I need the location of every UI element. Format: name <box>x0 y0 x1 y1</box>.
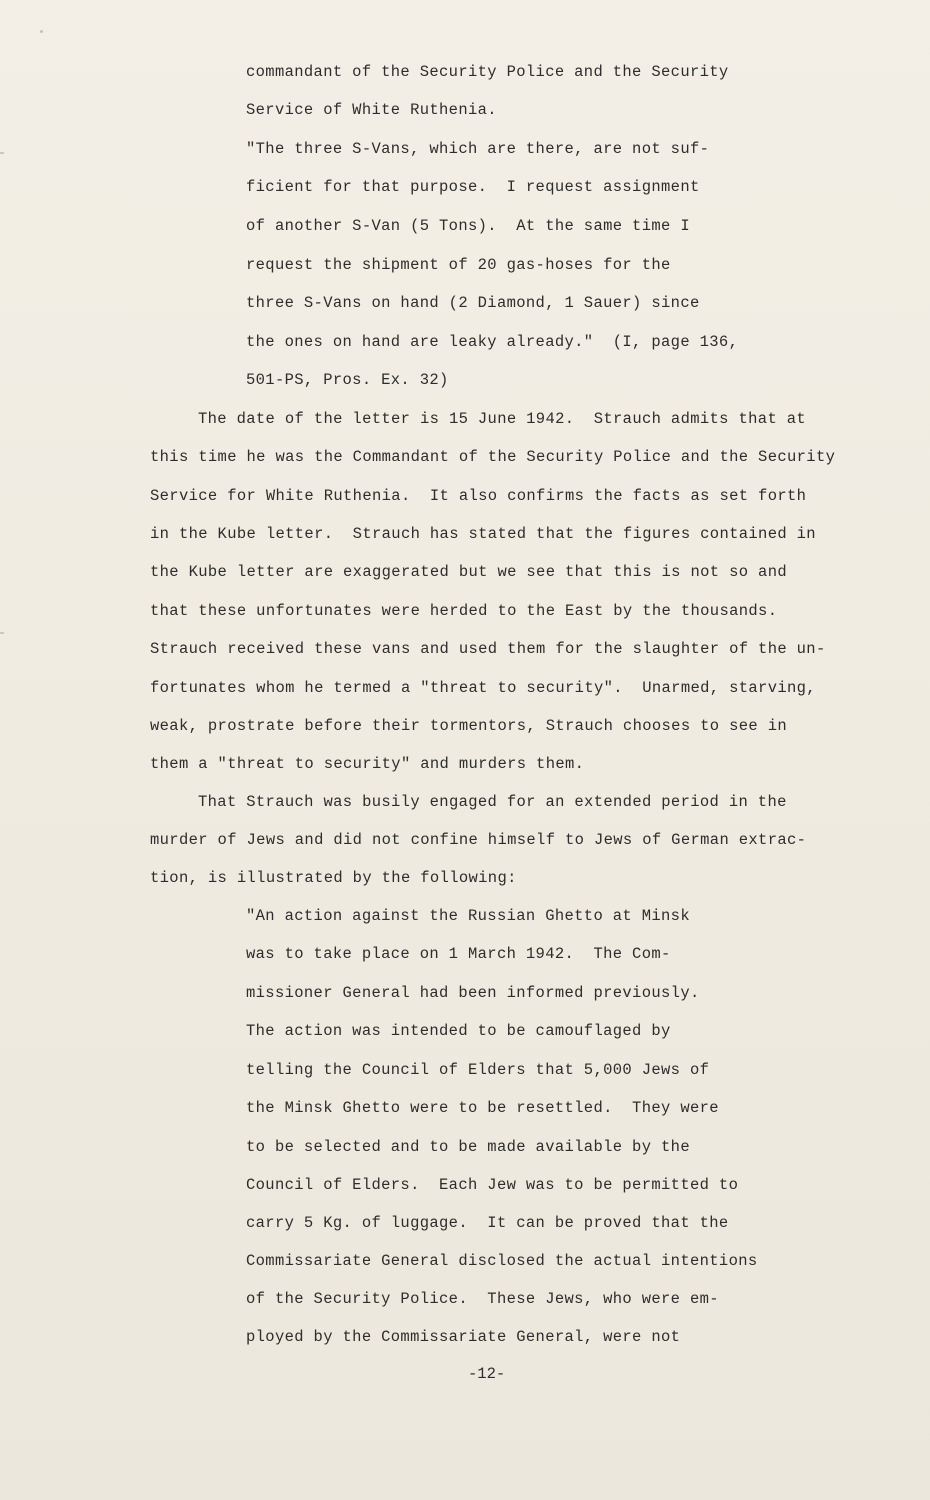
text-line: The action was intended to be camouflaged by <box>246 1022 671 1040</box>
text-line: Strauch received these vans and used them for the slaughter of the un- <box>150 640 826 658</box>
text-line: commandant of the Security Police and the Security <box>246 63 729 81</box>
text-line: three S-Vans on hand (2 Diamond, 1 Sauer) since <box>246 294 700 312</box>
text-line: tion, is illustrated by the following: <box>150 869 517 887</box>
text-line: Service for White Ruthenia. It also confirms the facts as set forth <box>150 487 807 505</box>
text-line: ployed by the Commissariate General, were not <box>246 1328 681 1346</box>
text-line: in the Kube letter. Strauch has stated that the figures contained in <box>150 525 816 543</box>
text-line: the ones on hand are leaky already." (I, page 136, <box>246 333 739 351</box>
text-line: The date of the letter is 15 June 1942. Strauch admits that at <box>198 410 807 428</box>
text-line: to be selected and to be made available by the <box>246 1138 690 1156</box>
text-line: of another S-Van (5 Tons). At the same time I <box>246 217 690 235</box>
text-line: of the Security Police. These Jews, who were em- <box>246 1290 719 1308</box>
margin-mark <box>0 632 4 634</box>
text-line: telling the Council of Elders that 5,000 Jews of <box>246 1061 710 1079</box>
text-line: carry 5 Kg. of luggage. It can be proved that the <box>246 1214 729 1232</box>
text-line: "The three S-Vans, which are there, are not suf- <box>246 140 710 158</box>
text-line: Council of Elders. Each Jew was to be permitted to <box>246 1176 739 1194</box>
text-line: the Minsk Ghetto were to be resettled. They were <box>246 1099 719 1117</box>
text-line: fortunates whom he termed a "threat to security". Unarmed, starving, <box>150 679 816 697</box>
text-line: request the shipment of 20 gas-hoses for the <box>246 256 671 274</box>
text-line: was to take place on 1 March 1942. The Com- <box>246 945 671 963</box>
text-line: Service of White Ruthenia. <box>246 101 497 119</box>
text-line: 501-PS, Pros. Ex. 32) <box>246 371 449 389</box>
text-line: That Strauch was busily engaged for an extended period in the <box>198 793 787 811</box>
text-line: "An action against the Russian Ghetto at Minsk <box>246 907 690 925</box>
text-line: ficient for that purpose. I request assignment <box>246 178 700 196</box>
text-line: murder of Jews and did not confine himself to Jews of German extrac- <box>150 831 807 849</box>
text-line: them a "threat to security" and murders them. <box>150 755 585 773</box>
margin-mark <box>0 152 4 154</box>
text-line: the Kube letter are exaggerated but we see that this is not so and <box>150 563 787 581</box>
paper-speck <box>40 30 43 33</box>
text-line: missioner General had been informed previously. <box>246 984 700 1002</box>
text-line: Commissariate General disclosed the actual intentions <box>246 1252 758 1270</box>
text-line: that these unfortunates were herded to the East by the thousands. <box>150 602 778 620</box>
text-line: weak, prostrate before their tormentors, Strauch chooses to see in <box>150 717 787 735</box>
page-number: -12- <box>468 1365 506 1383</box>
text-line: this time he was the Commandant of the Security Police and the Security <box>150 448 836 466</box>
